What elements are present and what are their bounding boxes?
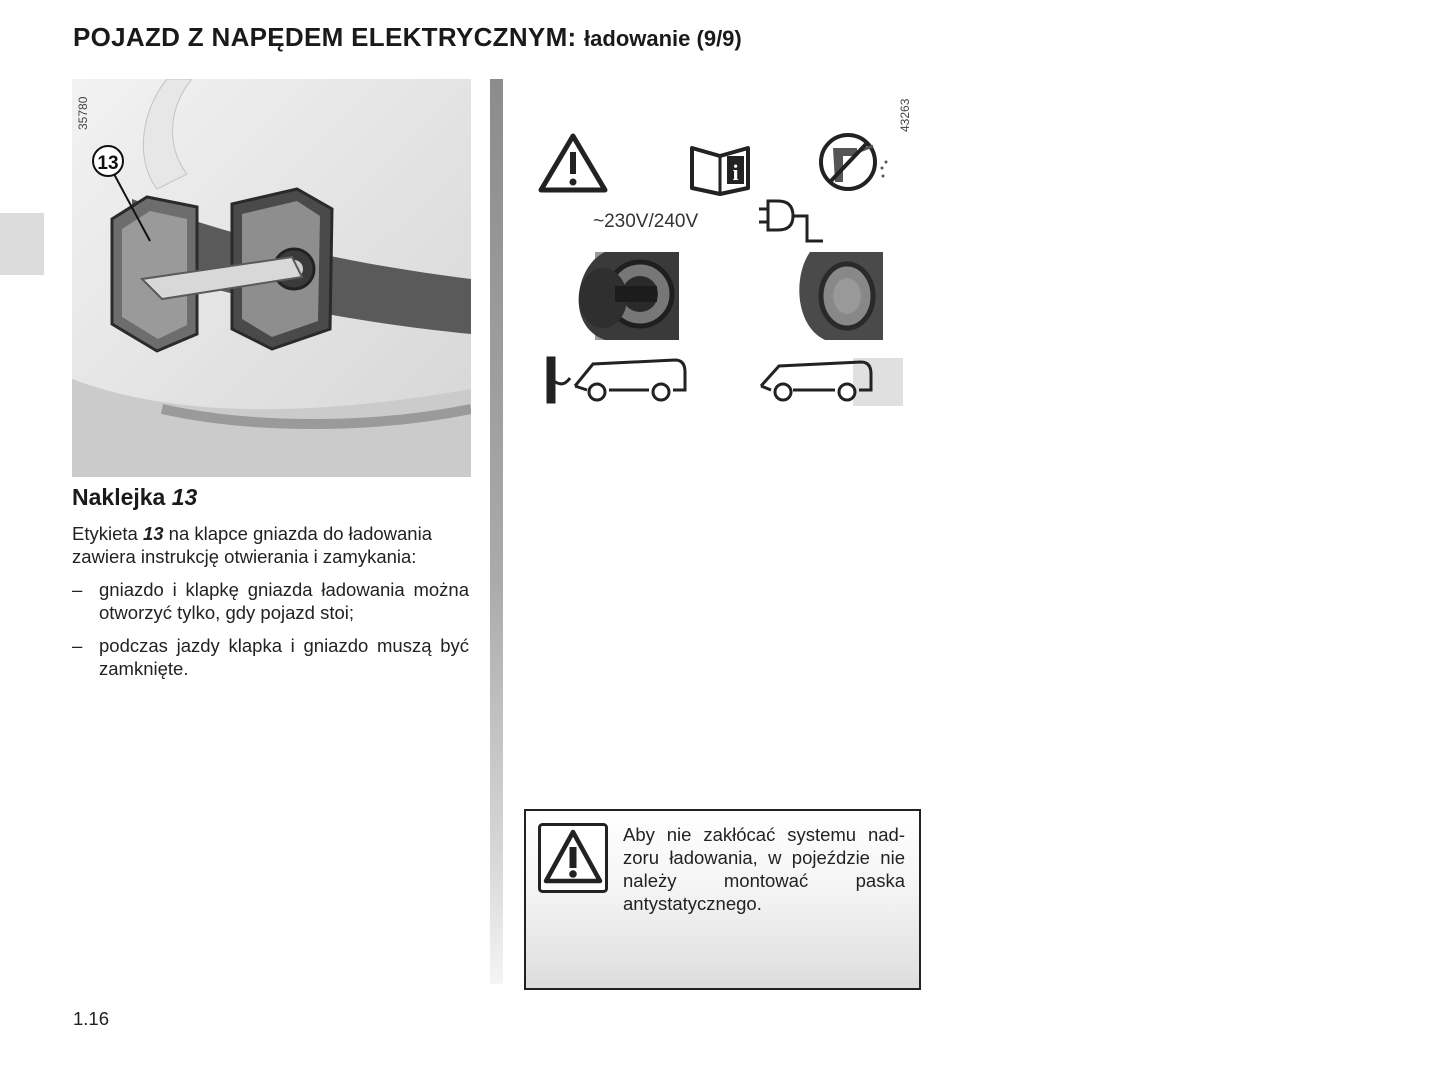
bullet-dash: – — [72, 635, 83, 656]
warning-box — [524, 809, 921, 990]
bullet-text: podczas jazdy klapka i gniazdo muszą być zamknięte. — [99, 635, 469, 679]
list-item — [72, 578, 469, 624]
heading-number: 13 — [171, 484, 198, 510]
page-number: 1.16 — [73, 1008, 110, 1029]
column-divider — [490, 79, 503, 984]
intro-suffix: na klapce gniazda do ładowania zawiera instrukcję otwierania i zamykania: — [72, 523, 432, 567]
intro-number: 13 — [142, 523, 164, 544]
intro-paragraph — [72, 522, 469, 568]
page-title — [73, 22, 742, 53]
socket-plugged-icon — [579, 252, 679, 340]
heading-prefix: Naklejka — [72, 484, 166, 510]
svg-text:i: i — [732, 160, 739, 185]
no-pressure-washer-icon — [821, 135, 888, 189]
warning-triangle-icon — [541, 136, 605, 190]
manual-info-icon — [692, 148, 748, 194]
sticker-illustration — [535, 86, 920, 416]
intro-prefix: Etykieta — [72, 523, 138, 544]
car-driving-icon — [761, 358, 903, 406]
charging-flap-photo — [72, 79, 471, 477]
section-body — [72, 522, 469, 690]
photo-code: 35780 — [76, 96, 90, 130]
list-item — [72, 634, 469, 680]
bullet-list — [72, 578, 469, 680]
voltage-label: ~230V/240V — [593, 211, 699, 232]
bullet-dash: – — [72, 579, 83, 600]
car-charging-icon — [548, 358, 685, 402]
section-heading — [72, 484, 197, 511]
page-title-main: POJAZD Z NAPĘDEM ELEKTRYCZNYM: — [73, 22, 577, 52]
chapter-side-tab — [0, 213, 44, 275]
warning-triangle-icon — [538, 823, 608, 893]
photo-callout: 13 — [97, 153, 119, 174]
warning-text: Aby nie zakłócać systemu nad-zoru ładowania, w pojeździe nie należy montować paska antystatycznego. — [623, 824, 905, 914]
page-title-sub: ładowanie (9/9) — [584, 26, 742, 51]
bullet-text: gniazdo i klapkę gniazda ładowania można otworzyć tylko, gdy pojazd stoi; — [99, 579, 469, 623]
charging-plug-icon — [759, 201, 823, 241]
socket-closed-icon — [799, 252, 883, 340]
sticker-code: 43263 — [898, 98, 912, 132]
